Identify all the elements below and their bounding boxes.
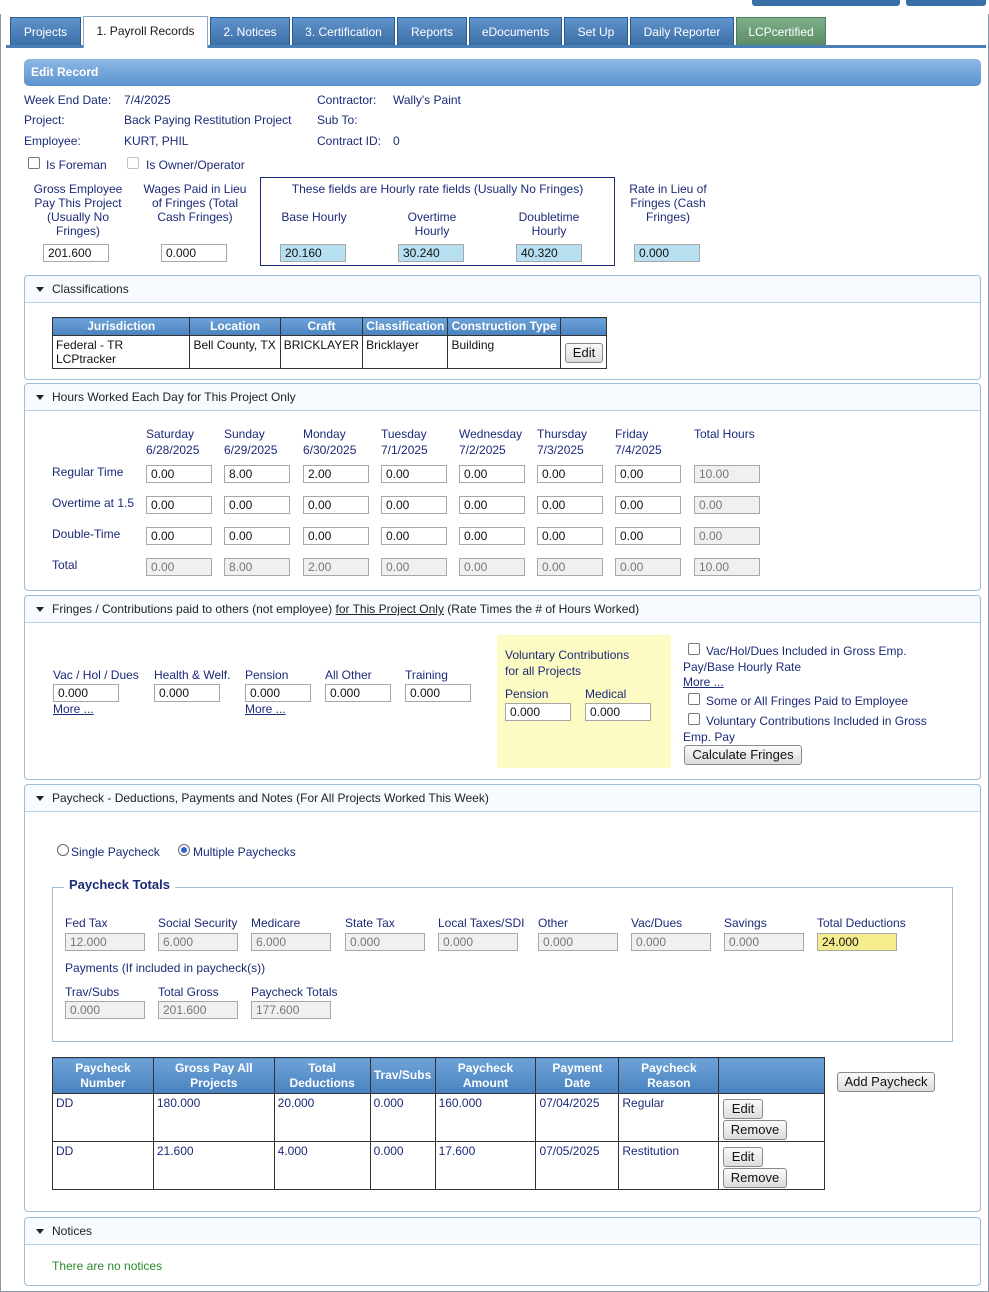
overtime-tue-input[interactable]: 0.00 [381,496,447,514]
base-hourly-label: Base Hourly [281,210,347,224]
day-sun-date: 6/29/2025 [224,443,278,457]
fed-tax-label: Fed Tax [65,916,108,930]
collapse-caret-icon [36,796,44,801]
fringes-title-pre: Fringes / Contributions paid to others (not employee) [52,602,336,616]
doubletime-hourly-input[interactable]: 40.320 [516,244,582,262]
notices-section [24,1217,981,1286]
col-classification: Classification [363,318,448,336]
day-mon-name: Monday [303,427,346,441]
paycheck-reason: Regular [619,1094,719,1142]
gross-pay-label: Gross Employee Pay This Project (Usually No Fringes) [33,182,123,238]
day-sat-name: Saturday [146,427,195,441]
col-actions [560,318,606,336]
health-welf-label: Health & Welf. [154,668,231,682]
total-mon: 2.00 [303,558,369,576]
payment-date: 07/05/2025 [536,1142,619,1190]
top-strip [0,0,989,14]
day-thu-date: 7/3/2025 [537,443,584,457]
edit-record-header: Edit Record [24,59,981,86]
vac-dues-value: 0.000 [631,933,711,951]
day-tue-date: 7/1/2025 [381,443,428,457]
regular-wed-input[interactable]: 0.00 [459,465,525,483]
single-paycheck-label: Single Paycheck [71,845,160,859]
doubletime-hourly-label: Doubletime Hourly [518,210,580,238]
overtime-sat-input[interactable]: 0.00 [146,496,212,514]
week-end-label: Week End Date: [24,93,112,107]
tab-daily-reporter[interactable]: Daily Reporter [630,17,734,45]
hourly-note: These fields are Hourly rate fields (Usually No Fringes) [291,182,584,196]
table-row [53,1094,825,1142]
regular-sat-input[interactable]: 0.00 [146,465,212,483]
payments-label: Payments (If included in paycheck(s)) [65,961,266,975]
col-location: Location [190,318,280,336]
col-trav-subs: Trav/Subs [370,1058,435,1094]
medicare-label: Medicare [251,916,301,930]
double-total: 0.00 [694,527,760,545]
total-gross-label: Total Gross [158,985,219,999]
multiple-paychecks-label: Multiple Paychecks [193,845,296,859]
vac-included-label: Vac/Hol/Dues Included in Gross Emp. Pay/Base Hourly Rate [683,644,907,674]
medicare-value: 6.000 [251,933,331,951]
col-paycheck-amount: Paycheck Amount [435,1058,536,1094]
paycheck-totals-value: 177.600 [251,1001,331,1019]
regular-tue-input[interactable]: 0.00 [381,465,447,483]
collapse-caret-icon [36,607,44,612]
paycheck-totals-label: Paycheck Totals [251,985,338,999]
social-security-label: Social Security [158,916,238,930]
contractor-value: Wally's Paint [393,93,461,107]
tab-projects[interactable]: Projects [10,17,81,45]
trav-subs: 0.000 [370,1142,435,1190]
day-tue-name: Tuesday [381,427,427,441]
cell-construction-type: Building [448,336,560,369]
tab-payroll-records[interactable]: 1. Payroll Records [83,16,208,48]
overtime-sun-input[interactable]: 0.00 [224,496,290,514]
day-sun-name: Sunday [224,427,265,441]
tab-certification[interactable]: 3. Certification [292,17,395,45]
total-thu: 0.00 [537,558,603,576]
vac-dues-label: Vac/Dues [631,916,683,930]
fringes-more-link[interactable]: More ... [683,675,724,689]
total-wed: 0.00 [459,558,525,576]
vac-hol-dues-label: Vac / Hol / Dues [53,668,139,682]
gross-pay: 180.000 [153,1094,274,1142]
rate-lieu-input[interactable]: 0.000 [634,244,700,262]
double-wed-input[interactable]: 0.00 [459,527,525,545]
other-deduction-label: Other [538,916,569,930]
multiple-paychecks-radio[interactable] [178,844,190,856]
col-jurisdiction: Jurisdiction [53,318,190,336]
total-fri: 0.00 [615,558,681,576]
paycheck-number: DD [53,1142,154,1190]
col-paycheck-number: Paycheck Number [53,1058,154,1094]
health-welf-input[interactable]: 0.000 [154,684,220,702]
other-deduction-value: 0.000 [538,933,618,951]
total-tue: 0.00 [381,558,447,576]
single-paycheck-radio[interactable] [57,844,69,856]
vol-pension-label: Pension [505,687,549,701]
total-deductions: 20.000 [274,1094,370,1142]
local-tax-value: 0.000 [438,933,518,951]
double-thu-input[interactable]: 0.00 [537,527,603,545]
total-deductions: 4.000 [274,1142,370,1190]
employee-value: KURT, PHIL [124,134,189,148]
total-deductions-value: 24.000 [817,933,897,951]
col-craft: Craft [280,318,362,336]
main-tab-bar [6,14,986,48]
contract-id-value: 0 [393,134,400,148]
vol-pension-input[interactable]: 0.000 [505,703,571,721]
trav-subs-label: Trav/Subs [65,985,120,999]
rate-lieu-label: Rate in Lieu of Fringes (Cash Fringes) [629,182,707,224]
day-fri-name: Friday [615,427,649,441]
training-label: Training [405,668,448,682]
fringes-paid-checkbox[interactable] [688,693,700,705]
regular-sun-input[interactable]: 8.00 [224,465,290,483]
overtime-hourly-input[interactable]: 30.240 [398,244,464,262]
vol-medical-label: Medical [585,687,627,701]
classifications-header[interactable] [25,276,980,303]
day-sat-date: 6/28/2025 [146,443,200,457]
overtime-thu-input[interactable]: 0.00 [537,496,603,514]
col-construction-type: Construction Type [448,318,560,336]
all-other-label: All Other [325,668,372,682]
regular-time-label: Regular Time [52,465,124,479]
project-label: Project: [24,113,65,127]
total-hours-label: Total Hours [694,427,755,441]
total-gross-value: 201.600 [158,1001,238,1019]
all-other-input[interactable]: 0.000 [325,684,391,702]
savings-value: 0.000 [724,933,804,951]
day-wed-name: Wednesday [459,427,523,441]
day-thu-name: Thursday [537,427,588,441]
classifications-title: Classifications [52,282,129,296]
paycheck-remove-button[interactable]: Remove [723,1168,787,1188]
total-deductions-label: Total Deductions [817,916,906,930]
hours-header[interactable] [25,384,980,411]
overtime-wed-input[interactable]: 0.00 [459,496,525,514]
collapse-caret-icon [36,287,44,292]
double-fri-input[interactable]: 0.00 [615,527,681,545]
vol-medical-input[interactable]: 0.000 [585,703,651,721]
add-paycheck-button[interactable]: Add Paycheck [837,1072,935,1092]
paycheck-edit-button[interactable]: Edit [723,1147,763,1167]
top-button-left[interactable] [752,0,900,6]
overtime-mon-input[interactable]: 0.00 [303,496,369,514]
voluntary-title: Voluntary Contributions for all Projects [505,648,630,678]
is-owner-checkbox[interactable] [127,157,139,169]
state-tax-value: 0.000 [345,933,425,951]
col-gross-pay: Gross Pay All Projects [153,1058,274,1094]
regular-mon-input[interactable]: 2.00 [303,465,369,483]
total-total: 10.00 [694,558,760,576]
employee-label: Employee: [24,134,81,148]
calculate-fringes-button[interactable]: Calculate Fringes [684,745,802,765]
trav-subs-value: 0.000 [65,1001,145,1019]
paycheck-amount: 17.600 [435,1142,536,1190]
total-row-label: Total [52,558,78,572]
no-notices-message: There are no notices [52,1259,163,1273]
local-tax-label: Local Taxes/SDI [438,916,525,930]
day-wed-date: 7/2/2025 [459,443,506,457]
social-security-value: 6.000 [158,933,238,951]
voluntary-included-label: Voluntary Contributions Included in Gross Emp. Pay [683,714,927,744]
contract-id-label: Contract ID: [317,134,382,148]
paycheck-reason: Restitution [619,1142,719,1190]
col-payment-date: Payment Date [536,1058,619,1094]
savings-label: Savings [724,916,767,930]
double-time-label: Double-Time [52,527,121,541]
gross-pay: 21.600 [153,1142,274,1190]
paycheck-header[interactable] [25,785,980,812]
regular-fri-input[interactable]: 0.00 [615,465,681,483]
fringes-paid-label: Some or All Fringes Paid to Employee [706,694,909,708]
week-end-value: 7/4/2025 [124,93,171,107]
notices-title: Notices [52,1224,93,1238]
tab-lcpcertified[interactable]: LCPcertified [736,17,826,45]
tab-setup[interactable]: Set Up [564,17,628,45]
fringes-header[interactable] [25,596,980,623]
paychecks-table [52,1057,825,1190]
fringes-title-link: for This Project Only [335,602,444,616]
double-sun-input[interactable]: 0.00 [224,527,290,545]
contractor-label: Contractor: [317,93,377,107]
paycheck-number: DD [53,1094,154,1142]
tab-notices[interactable]: 2. Notices [210,17,290,45]
total-sat: 0.00 [146,558,212,576]
paycheck-edit-button[interactable]: Edit [723,1099,763,1119]
vac-hol-dues-input[interactable]: 0.000 [53,684,119,702]
cell-location: Bell County, TX [190,336,280,369]
pension-input[interactable]: 0.000 [245,684,311,702]
pension-label: Pension [245,668,289,682]
collapse-caret-icon [36,1229,44,1234]
day-mon-date: 6/30/2025 [303,443,357,457]
paycheck-remove-button[interactable]: Remove [723,1120,787,1140]
regular-thu-input[interactable]: 0.00 [537,465,603,483]
classification-edit-button[interactable]: Edit [565,343,603,363]
overtime-total: 0.00 [694,496,760,514]
tab-edocuments[interactable]: eDocuments [469,17,562,45]
fringes-title-post: (Rate Times the # of Hours Worked) [443,602,640,616]
paycheck-amount: 160.000 [435,1094,536,1142]
fed-tax-value: 12.000 [65,933,145,951]
paycheck-totals-title: Paycheck Totals [64,877,175,892]
tab-reports[interactable]: Reports [397,17,467,45]
wages-lieu-label: Wages Paid in Lieu of Fringes (Total Cash Fringes) [143,182,247,224]
col-paycheck-actions [719,1058,825,1094]
double-mon-input[interactable]: 0.00 [303,527,369,545]
base-hourly-input[interactable]: 20.160 [280,244,346,262]
table-row [53,1142,825,1190]
hours-title: Hours Worked Each Day for This Project Only [52,390,296,404]
subto-label: Sub To: [317,113,358,127]
collapse-caret-icon [36,395,44,400]
cell-craft: BRICKLAYER [280,336,362,369]
state-tax-label: State Tax [345,916,395,930]
paycheck-title: Paycheck - Deductions, Payments and Notes (For All Projects Worked This Week) [52,791,489,805]
payment-date: 07/04/2025 [536,1094,619,1142]
overtime-hourly-label: Overtime Hourly [407,210,457,238]
cell-jurisdiction: Federal - TR LCPtracker [53,336,190,369]
is-owner-label: Is Owner/Operator [146,158,245,172]
is-foreman-label: Is Foreman [46,158,107,172]
gross-pay-input[interactable]: 201.600 [43,244,109,262]
training-input[interactable]: 0.000 [405,684,471,702]
trav-subs: 0.000 [370,1094,435,1142]
project-value: Back Paying Restitution Project [124,113,292,127]
top-button-right[interactable] [906,0,986,6]
classifications-table [52,317,607,369]
total-sun: 8.00 [224,558,290,576]
vac-more-link[interactable]: More ... [53,702,94,716]
notices-header[interactable] [25,1218,980,1245]
double-sat-input[interactable]: 0.00 [146,527,212,545]
wages-lieu-input[interactable]: 0.000 [161,244,227,262]
col-total-deductions: Total Deductions [274,1058,370,1094]
col-paycheck-reason: Paycheck Reason [619,1058,719,1094]
overtime-fri-input[interactable]: 0.00 [615,496,681,514]
is-foreman-checkbox[interactable] [28,157,40,169]
double-tue-input[interactable]: 0.00 [381,527,447,545]
overtime-label: Overtime at 1.5 [52,496,135,510]
cell-classification: Bricklayer [363,336,448,369]
day-fri-date: 7/4/2025 [615,443,662,457]
pension-more-link[interactable]: More ... [245,702,286,716]
regular-total: 10.00 [694,465,760,483]
